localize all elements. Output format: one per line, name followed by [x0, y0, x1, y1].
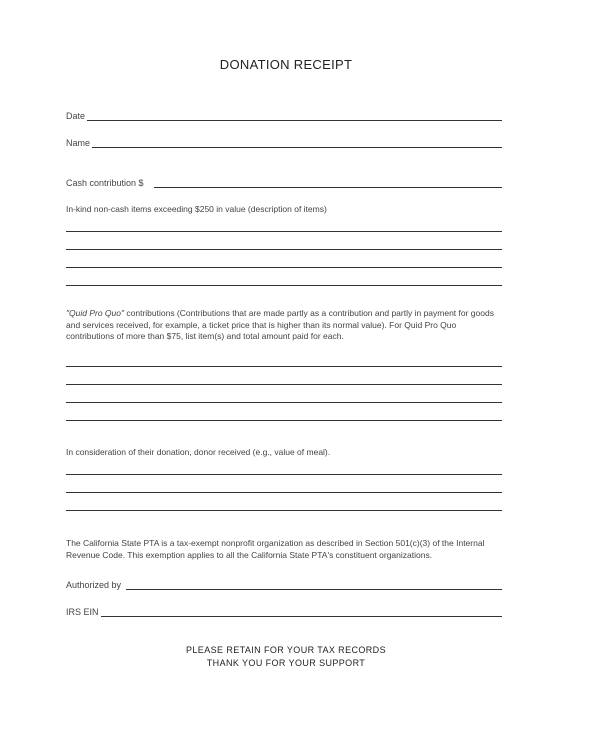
- irs-ein-field: [66, 606, 502, 617]
- pta-statement: The California State PTA is a tax-exempt nonprofit organization as described in Section 501(c)(3) of the Internal Revenue Code. This exemption applies to all the California State PTA's constituent organizations.: [66, 538, 485, 560]
- page-title: DONATION RECEIPT: [219, 57, 353, 72]
- quid-pro-quo-line-4[interactable]: [66, 420, 502, 421]
- cash-contribution-input-line[interactable]: [154, 177, 502, 188]
- quid-pro-quo-line-1[interactable]: [66, 366, 502, 367]
- consideration-line-2[interactable]: [66, 492, 502, 493]
- name-label: Name: [66, 138, 91, 148]
- in-kind-line-3[interactable]: [66, 267, 502, 268]
- quid-pro-quo-text: contributions (Contributions that are made partly as a contribution and partly in payment for goods and services received, for example, a ticket price that is higher than its normal value). For Quid Pro Quo contributions of more than $75, list item(s) and total amount paid for each.: [66, 308, 494, 341]
- in-kind-prompt: In-kind non-cash items exceeding $250 in value (description of items): [66, 204, 327, 214]
- footer-retain-records: PLEASE RETAIN FOR YOUR TAX RECORDS: [186, 645, 386, 655]
- quid-pro-quo-line-2[interactable]: [66, 384, 502, 385]
- date-label: Date: [66, 111, 86, 121]
- in-kind-line-1[interactable]: [66, 231, 502, 232]
- quid-pro-quo-term: "Quid Pro Quo": [66, 308, 125, 318]
- quid-pro-quo-line-3[interactable]: [66, 402, 502, 403]
- irs-ein-input-line[interactable]: [101, 606, 502, 617]
- quid-pro-quo-paragraph: [66, 308, 506, 343]
- consideration-line-1[interactable]: [66, 474, 502, 475]
- in-kind-line-4[interactable]: [66, 285, 502, 286]
- authorized-by-field: [66, 579, 502, 590]
- footer-thank-you: THANK YOU FOR YOUR SUPPORT: [206, 658, 366, 668]
- consideration-line-3[interactable]: [66, 510, 502, 511]
- date-field: [66, 110, 502, 121]
- cash-contribution-field: [66, 177, 502, 188]
- name-input-line[interactable]: [92, 137, 502, 148]
- authorized-by-input-line[interactable]: [126, 579, 502, 590]
- consideration-prompt: In consideration of their donation, donor received (e.g., value of meal).: [66, 447, 331, 457]
- cash-contribution-label: Cash contribution $: [66, 178, 144, 188]
- irs-ein-label: IRS EIN: [66, 607, 99, 617]
- date-input-line[interactable]: [87, 110, 502, 121]
- authorized-by-label: Authorized by: [66, 580, 122, 590]
- name-field: [66, 137, 502, 148]
- in-kind-line-2[interactable]: [66, 249, 502, 250]
